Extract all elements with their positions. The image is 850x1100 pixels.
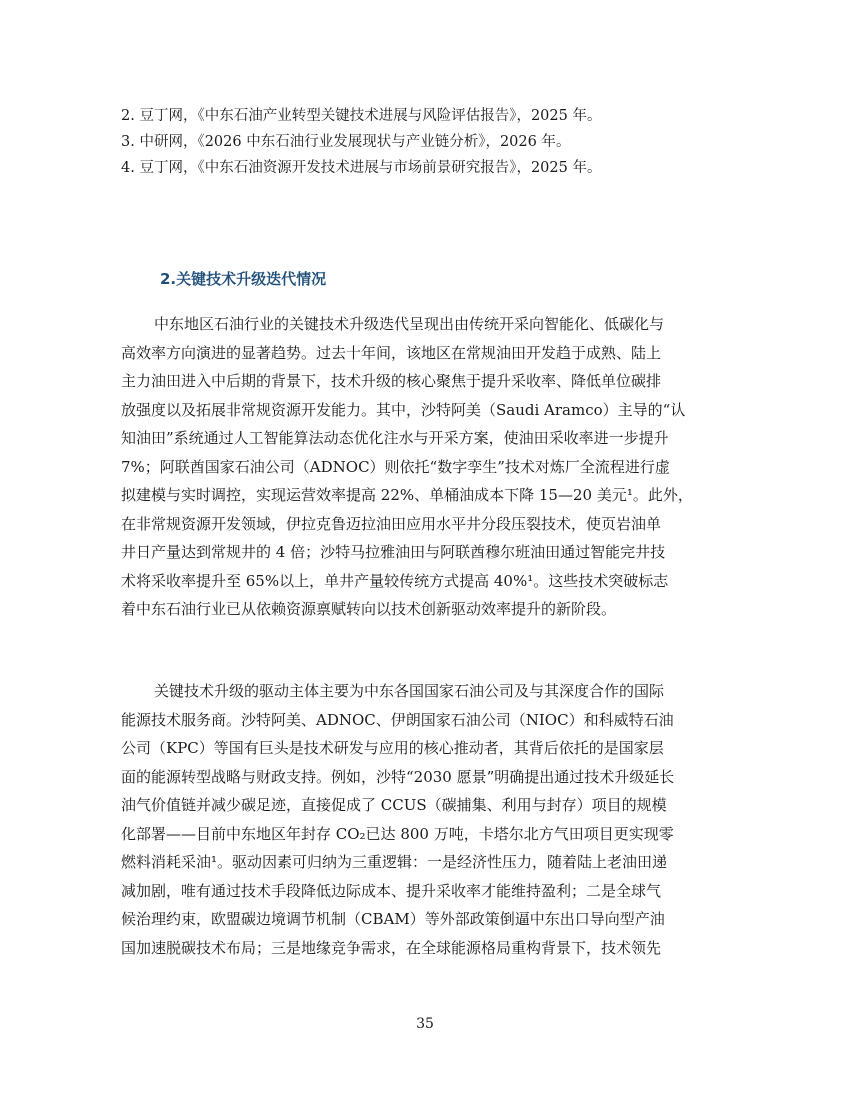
paragraph-line: 公司（KPC）等国有巨头是技术研发与应用的核心推动者，其背后依托的是国家层 xyxy=(121,739,664,757)
paragraph-line: 放强度以及拓展非常规资源开发能力。其中，沙特阿美（Saudi Aramco）主导的“认 xyxy=(121,400,686,419)
paragraph-line: 关键技术升级的驱动主体主要为中东各国国家石油公司及与其深度合作的国际 xyxy=(154,682,665,700)
paragraph-line: 油气价值链并减少碳足迹，直接促成了 CCUS（碳捕集、利用与封存）项目的规模 xyxy=(121,796,667,814)
paragraph-line: 化部署——目前中东地区年封存 CO₂已达 800 万吨，卡塔尔北方气田项目更实现零 xyxy=(121,824,674,843)
paragraph-line: 燃料消耗采油¹。驱动因素可归纳为三重逻辑：一是经济性压力，随着陆上老油田递 xyxy=(121,853,668,871)
paragraph-line: 知油田”系统通过人工智能算法动态优化注水与开采方案，使油田采收率进一步提升 xyxy=(121,429,669,447)
paragraph-line: 着中东石油行业已从依赖资源禀赋转向以技术创新驱动效率提升的新阶段。 xyxy=(121,600,617,618)
paragraph-line: 主力油田进入中后期的背景下，技术升级的核心聚焦于提升采收率、降低单位碳排 xyxy=(121,372,662,390)
paragraph-line: 减加剧，唯有通过技术手段降低边际成本、提升采收率才能维持盈利；二是全球气 xyxy=(121,881,662,900)
paragraph-line: 井日产量达到常规井的 4 倍；沙特马拉雅油田与阿联酋穆尔班油田通过智能完井技 xyxy=(121,543,666,561)
page-number: 35 xyxy=(416,1016,434,1032)
paragraph-line: 7%；阿联酋国家石油公司（ADNOC）则依托“数字孪生”技术对炼厂全流程进行虚 xyxy=(121,457,670,476)
reference-item: 3. 中研网，《2026 中东石油行业发展现状与产业链分析》，2026 年。 xyxy=(121,134,571,150)
paragraph-line: 拟建模与实时调控，实现运营效率提高 22%、单桶油成本下降 15—20 美元¹。此外， xyxy=(121,486,693,504)
section-title: 2.关键技术升级迭代情况 xyxy=(160,270,327,288)
paragraph-line: 面的能源转型战略与财政支持。例如，沙特“2030 愿景”明确提出通过技术升级延长 xyxy=(121,767,675,786)
paragraph-1 xyxy=(121,310,741,624)
paragraph-line: 高效率方向演进的显著趋势。过去十年间，该地区在常规油田开发趋于成熟、陆上 xyxy=(121,343,662,362)
paragraph-line: 能源技术服务商。沙特阿美、ADNOC、伊朗国家石油公司（NIOC）和科威特石油 xyxy=(121,710,674,729)
reference-item: 2. 豆丁网，《中东石油产业转型关键技术进展与风险评估报告》，2025 年。 xyxy=(121,108,602,124)
paragraph-line: 术将采收率提升至 65%以上，单井产量较传统方式提高 40%¹。这些技术突破标志 xyxy=(121,571,669,590)
reference-list xyxy=(121,103,761,181)
reference-item: 4. 豆丁网，《中东石油资源开发技术进展与市场前景研究报告》，2025 年。 xyxy=(121,160,602,176)
paragraph-2 xyxy=(121,677,741,962)
paragraph-line: 国加速脱碳技术布局；三是地缘竞争需求，在全球能源格局重构背景下，技术领先 xyxy=(121,938,662,957)
paragraph-line: 中东地区石油行业的关键技术升级迭代呈现出由传统开采向智能化、低碳化与 xyxy=(154,315,665,333)
paragraph-line: 在非常规资源开发领域，伊拉克鲁迈拉油田应用水平井分段压裂技术，使页岩油单 xyxy=(121,514,662,533)
paragraph-line: 候治理约束，欧盟碳边境调节机制（CBAM）等外部政策倒逼中东出口导向型产油 xyxy=(121,910,665,928)
